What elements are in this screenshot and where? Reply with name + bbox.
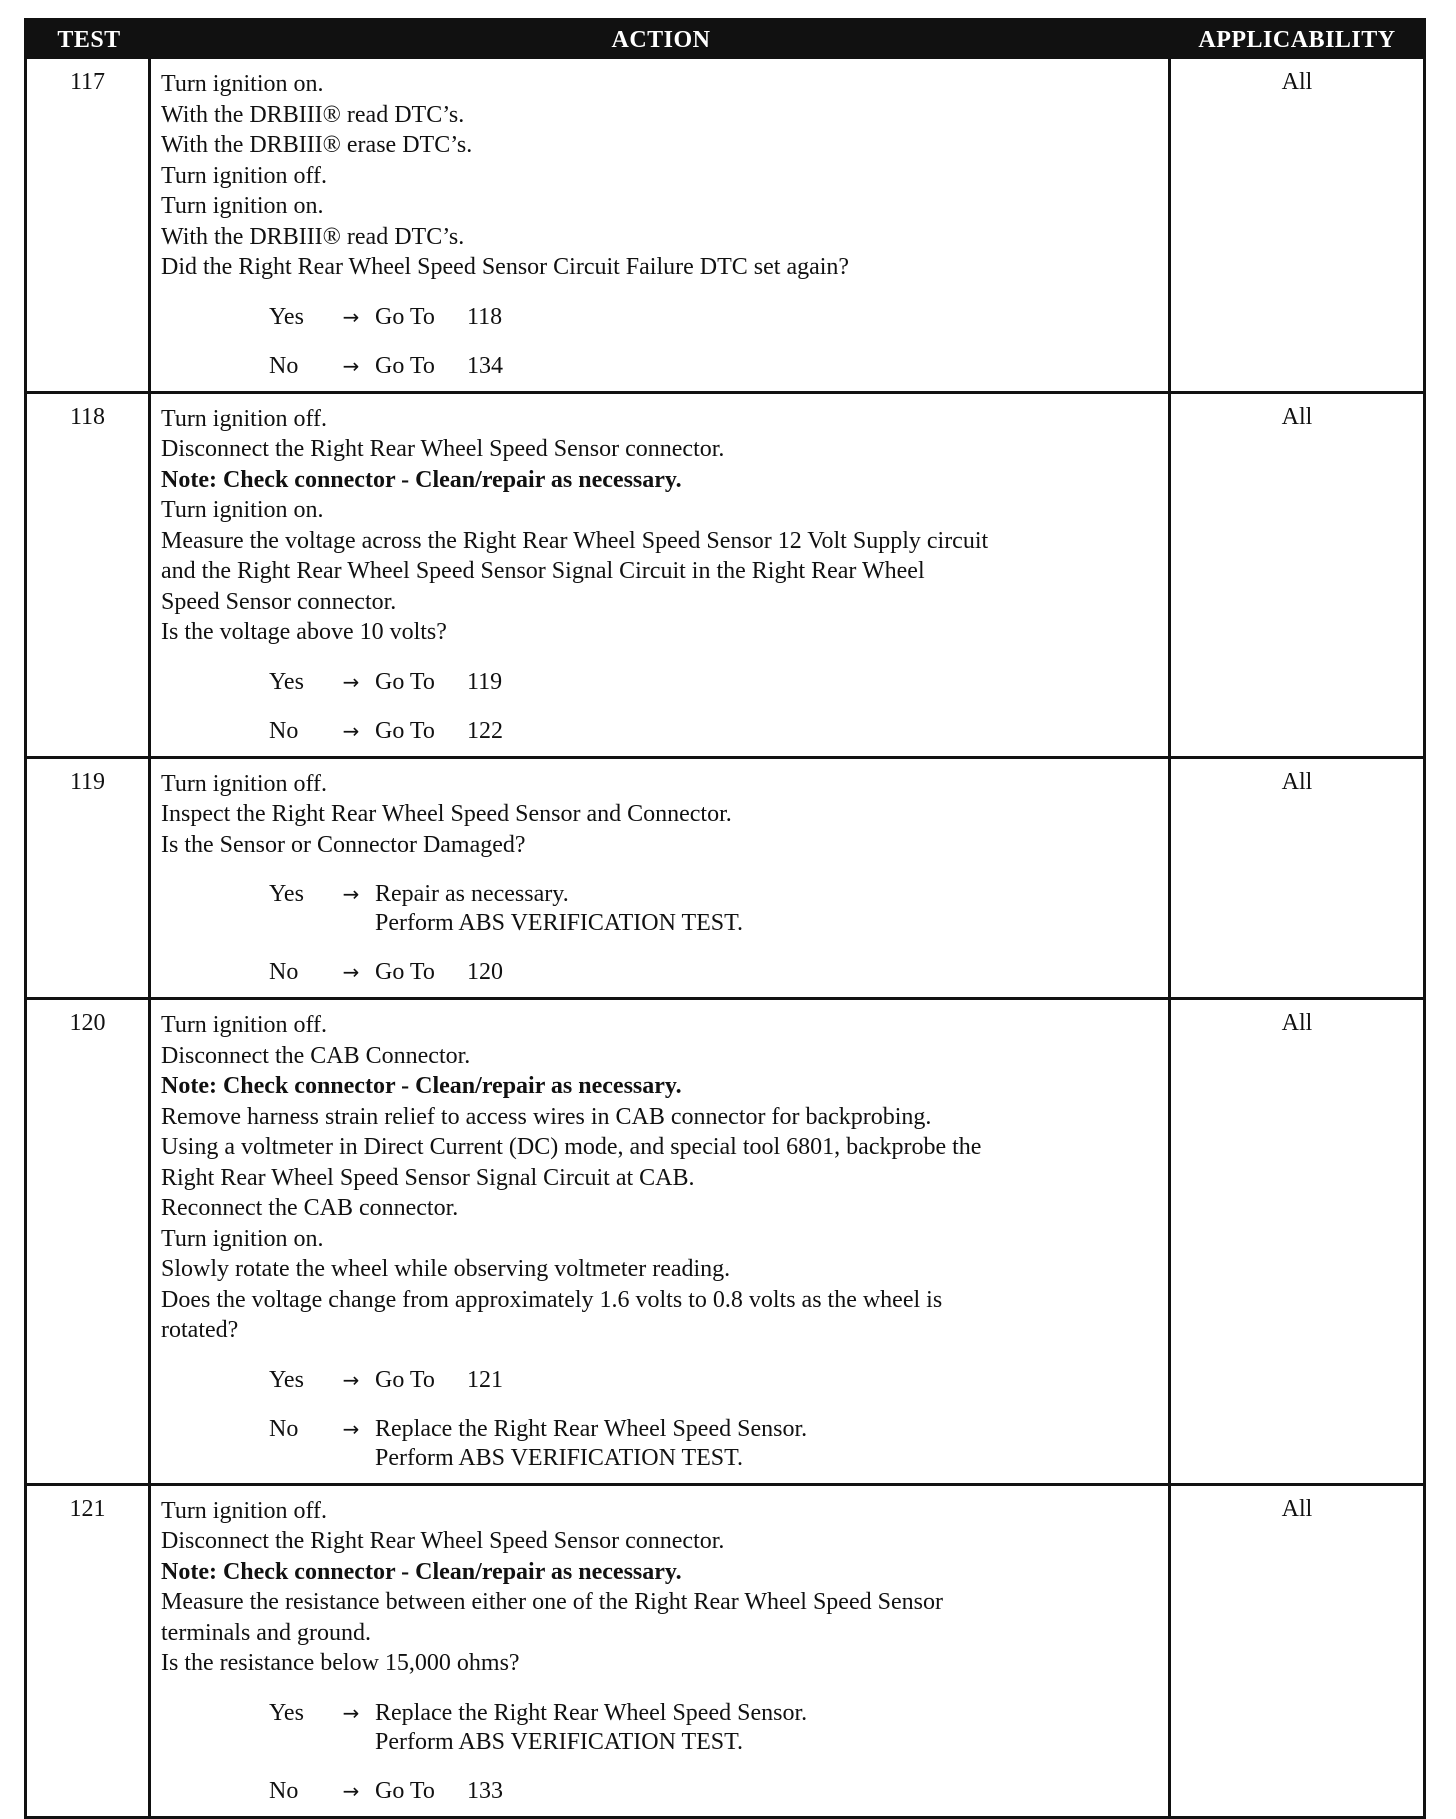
goto-target: 134	[467, 352, 503, 379]
outcome-answer: Yes	[269, 303, 304, 330]
outcome-no	[161, 1415, 1160, 1473]
action-step: Remove harness strain relief to access wires in CAB connector for backprobing.	[161, 1103, 932, 1130]
action-note: Note: Check connector - Clean/repair as necessary.	[161, 1073, 682, 1099]
goto-label: Go To	[375, 717, 435, 744]
outcome-answer: Yes	[269, 668, 304, 695]
action-step: Turn ignition on.	[161, 1225, 324, 1252]
action-step: Slowly rotate the wheel while observing voltmeter reading.	[161, 1256, 731, 1282]
goto-result	[375, 352, 1160, 381]
arrow-right-icon: →	[342, 1700, 360, 1725]
action-step: and the Right Rear Wheel Speed Sensor Signal Circuit in the Right Rear Wheel	[161, 558, 925, 584]
action-step: Inspect the Right Rear Wheel Speed Sensor and Connector.	[161, 801, 732, 827]
outcome-instruction: Replace the Right Rear Wheel Speed Sensor. Perform ABS VERIFICATION TEST.	[375, 1699, 808, 1755]
goto-label: Go To	[375, 1777, 435, 1804]
outcomes	[161, 303, 1160, 381]
action-step: Using a voltmeter in Direct Current (DC) mode, and special tool 6801, backprobe the	[161, 1134, 982, 1160]
action-step: Disconnect the Right Rear Wheel Speed Sensor connector.	[161, 436, 725, 462]
action-note: Note: Check connector - Clean/repair as necessary.	[161, 466, 682, 493]
outcome-yes	[161, 1699, 1160, 1757]
table-body	[27, 59, 1423, 1816]
action-step: Measure the voltage across the Right Rear Wheel Speed Sensor 12 Volt Supply circuit	[161, 527, 989, 554]
goto-result	[375, 668, 1160, 697]
action-step: Disconnect the Right Rear Wheel Speed Sensor connector.	[161, 1528, 725, 1554]
action-step: Reconnect the CAB connector.	[161, 1195, 459, 1221]
outcome-answer: No	[269, 959, 299, 985]
outcome-answer: No	[269, 352, 299, 379]
test-number: 121	[27, 1486, 151, 1816]
outcome-no	[161, 352, 1160, 381]
action-note: Note: Check connector - Clean/repair as necessary.	[161, 1558, 682, 1585]
header-action: ACTION	[611, 26, 711, 53]
arrow-right-icon: →	[342, 960, 360, 984]
arrow-right-icon: →	[342, 353, 360, 378]
outcomes	[161, 1699, 1160, 1806]
applicability-cell: All	[1281, 1010, 1313, 1036]
outcome-yes	[161, 880, 1160, 938]
arrow-right-icon: →	[342, 718, 360, 743]
action-step: Turn ignition off.	[161, 770, 328, 797]
action-step: Turn ignition off.	[161, 405, 328, 432]
goto-label: Go To	[375, 1366, 435, 1393]
outcome-yes	[161, 1366, 1160, 1395]
action-step: With the DRBIII® read DTC’s.	[161, 223, 465, 250]
outcome-no	[161, 717, 1160, 746]
arrow-right-icon: →	[342, 1778, 360, 1803]
outcome-no	[161, 1777, 1160, 1806]
table-row	[27, 756, 1423, 998]
outcome-yes	[161, 668, 1160, 697]
goto-target: 120	[467, 959, 503, 985]
action-step: Speed Sensor connector.	[161, 588, 397, 615]
action-step: Turn ignition off.	[161, 1497, 328, 1524]
arrow-right-icon: →	[342, 882, 360, 906]
test-number: 118	[27, 394, 151, 756]
action-step: rotated?	[161, 1317, 239, 1343]
outcomes	[161, 668, 1160, 746]
action-step: Does the voltage change from approximately 1.6 volts to 0.8 volts as the wheel is	[161, 1286, 943, 1313]
goto-result	[375, 303, 1160, 332]
applicability-cell: All	[1281, 768, 1313, 795]
table-row	[27, 391, 1423, 756]
action-step: With the DRBIII® erase DTC’s.	[161, 132, 473, 158]
action-cell	[151, 394, 1171, 756]
outcome-answer: No	[269, 1415, 299, 1442]
action-step: Turn ignition off.	[161, 1012, 328, 1038]
action-step: Is the voltage above 10 volts?	[161, 619, 447, 645]
goto-result	[375, 717, 1160, 746]
action-step: Is the Sensor or Connector Damaged?	[161, 831, 526, 858]
action-step: Turn ignition on.	[161, 193, 324, 219]
test-number: 119	[27, 759, 151, 998]
goto-label: Go To	[375, 352, 435, 379]
goto-target: 119	[467, 668, 503, 695]
goto-label: Go To	[375, 959, 435, 985]
action-step: Did the Right Rear Wheel Speed Sensor Circuit Failure DTC set again?	[161, 254, 850, 280]
action-cell	[151, 759, 1171, 998]
outcome-answer: Yes	[269, 881, 304, 907]
action-cell	[151, 59, 1171, 391]
outcome-no	[161, 958, 1160, 987]
goto-result	[375, 1366, 1160, 1395]
diagnostic-test-table	[24, 18, 1426, 1819]
outcomes	[161, 1366, 1160, 1473]
goto-target: 121	[467, 1366, 503, 1393]
goto-result	[375, 958, 1160, 987]
action-step: With the DRBIII® read DTC’s.	[161, 101, 465, 128]
goto-target: 133	[467, 1777, 503, 1804]
applicability-cell: All	[1281, 69, 1313, 95]
outcome-answer: Yes	[269, 1699, 304, 1726]
outcome-answer: No	[269, 1777, 299, 1804]
test-number: 117	[27, 59, 151, 391]
outcome-instruction: Replace the Right Rear Wheel Speed Sensor. Perform ABS VERIFICATION TEST.	[375, 1415, 808, 1471]
table-row	[27, 59, 1423, 391]
action-step: Turn ignition off.	[161, 162, 328, 189]
table-header	[27, 21, 1423, 59]
goto-target: 122	[467, 717, 503, 744]
action-step: Turn ignition on.	[161, 71, 324, 97]
action-step: Disconnect the CAB Connector.	[161, 1042, 471, 1069]
table-row	[27, 997, 1423, 1483]
outcome-instruction: Repair as necessary. Perform ABS VERIFICATION TEST.	[375, 881, 744, 936]
applicability-cell: All	[1281, 1495, 1313, 1522]
action-step: terminals and ground.	[161, 1619, 371, 1646]
arrow-right-icon: →	[342, 1367, 360, 1392]
outcomes	[161, 880, 1160, 987]
outcome-answer: No	[269, 717, 299, 744]
action-step: Is the resistance below 15,000 ohms?	[161, 1650, 520, 1676]
outcome-answer: Yes	[269, 1366, 304, 1393]
arrow-right-icon: →	[342, 1416, 360, 1441]
goto-label: Go To	[375, 668, 435, 695]
test-number: 120	[27, 1000, 151, 1483]
action-step: Measure the resistance between either one of the Right Rear Wheel Speed Sensor	[161, 1589, 943, 1615]
arrow-right-icon: →	[342, 669, 360, 694]
outcome-yes	[161, 303, 1160, 332]
goto-result	[375, 1777, 1160, 1806]
arrow-right-icon: →	[342, 304, 360, 329]
applicability-cell: All	[1281, 403, 1313, 430]
action-step: Turn ignition on.	[161, 497, 324, 523]
action-cell	[151, 1486, 1171, 1816]
action-cell	[151, 1000, 1171, 1483]
goto-target: 118	[467, 303, 503, 330]
goto-label: Go To	[375, 303, 435, 330]
action-step: Right Rear Wheel Speed Sensor Signal Circuit at CAB.	[161, 1164, 695, 1191]
table-row	[27, 1483, 1423, 1816]
header-test: TEST	[57, 26, 121, 53]
header-applicability: APPLICABILITY	[1198, 26, 1396, 53]
